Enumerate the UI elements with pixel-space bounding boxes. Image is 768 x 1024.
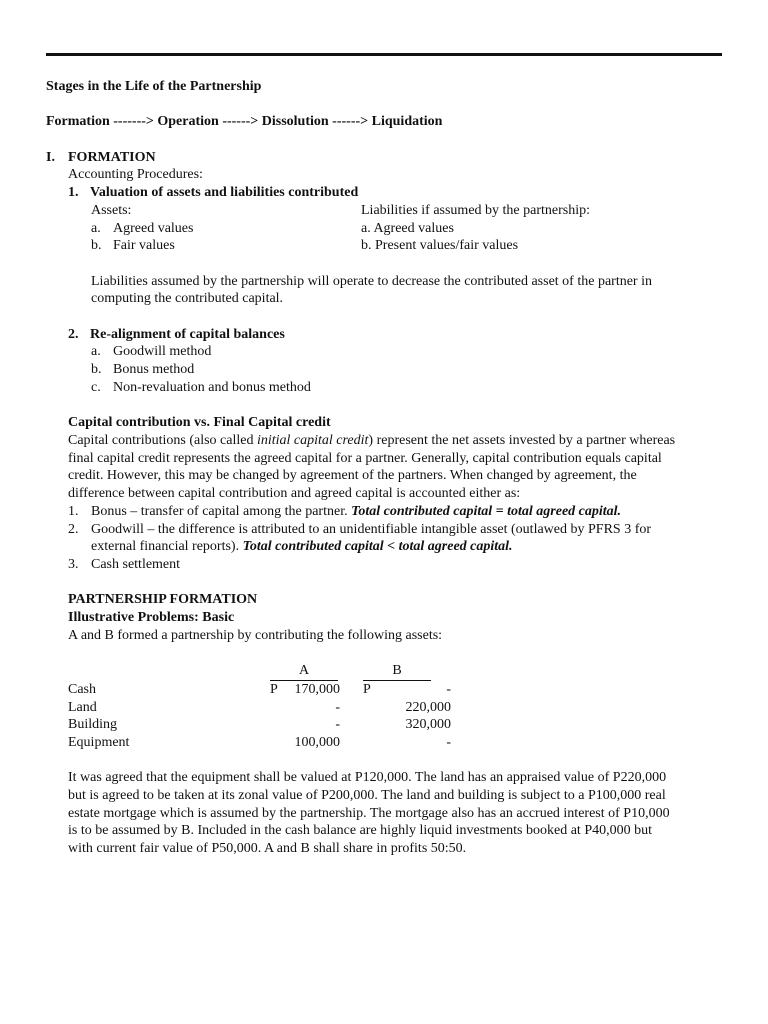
row-a-value: - xyxy=(335,717,340,733)
formation-heading xyxy=(46,149,722,167)
formation-number: I. xyxy=(46,149,55,165)
capital-list-3-text: Cash settlement xyxy=(91,556,181,572)
document-page xyxy=(46,78,722,858)
capital-list-1 xyxy=(46,503,722,521)
col-b-header: B xyxy=(363,662,431,681)
liabilities-para-1: Liabilities assumed by the partnership will operate to decrease the contributed asset of the partner in xyxy=(91,273,652,289)
capital-para-2: final capital credit represents the agreed capital for a partner. Generally, capital contribution equals capital xyxy=(68,450,662,466)
capital-para-3: credit. However, this may be changed by agreement of the partners. When changed by agreement, the xyxy=(68,468,637,484)
stages-title: Stages in the Life of the Partnership xyxy=(46,79,262,94)
assets-a-label: a. xyxy=(91,220,101,236)
capital-list-2-text2: external financial reports). xyxy=(91,539,243,555)
row-b-value: - xyxy=(446,681,451,697)
realign-c xyxy=(46,379,722,397)
realign-b-label: b. xyxy=(91,362,102,378)
row-a-currency xyxy=(270,699,286,717)
capital-list-2 xyxy=(46,521,722,539)
assets-liab-row-3 xyxy=(46,237,722,255)
liabilities-a: a. Agreed values xyxy=(361,220,454,236)
capital-para-1 xyxy=(46,432,722,450)
capital-para-4: difference between capital contribution and agreed capital is accounted either as: xyxy=(68,486,521,502)
table-row xyxy=(68,734,451,752)
table-row xyxy=(68,716,451,734)
row-b-currency xyxy=(363,734,379,752)
capital-list-3-num: 3. xyxy=(68,556,79,572)
capital-heading: Capital contribution vs. Final Capital credit xyxy=(68,415,331,431)
assets-label: Assets: xyxy=(91,202,132,218)
stages-flow: Formation -------> Operation ------> Dissolution ------> Liquidation xyxy=(46,114,443,130)
row-a-currency: P xyxy=(270,681,278,697)
realign-a xyxy=(46,343,722,361)
partnership-intro: A and B formed a partnership by contributing the following assets: xyxy=(68,627,443,643)
row-a-currency xyxy=(270,734,286,752)
realign-b xyxy=(46,361,722,379)
row-b-value: 320,000 xyxy=(405,717,451,733)
realign-b-text: Bonus method xyxy=(113,362,195,378)
liabilities-label: Liabilities if assumed by the partnership: xyxy=(361,202,591,218)
capital-para-1b: ) represent the net assets invested by a partner whereas xyxy=(368,432,676,448)
table-row xyxy=(68,699,451,717)
row-b-currency xyxy=(363,699,379,717)
assets-liab-row-2 xyxy=(46,220,722,238)
item1-heading xyxy=(46,184,722,202)
formation-title: FORMATION xyxy=(68,149,156,165)
row-a-value: - xyxy=(335,699,340,715)
assets-liab-row-1 xyxy=(46,202,722,220)
capital-list-2-num: 2. xyxy=(68,521,79,537)
capital-list-1-bold: Total contributed capital = total agreed capital. xyxy=(351,503,622,519)
problem-para-1: It was agreed that the equipment shall be valued at P120,000. The land has an appraised value of P220,000 xyxy=(68,770,667,786)
assets-table xyxy=(68,662,451,752)
realign-a-label: a. xyxy=(91,344,101,360)
capital-para-1-italic: initial capital credit xyxy=(256,432,369,448)
problem-para-5: with current fair value of P50,000. A and B shall share in profits 50:50. xyxy=(68,841,467,857)
accounting-procedures: Accounting Procedures: xyxy=(68,167,203,183)
table-row xyxy=(68,681,451,699)
row-b-currency: P xyxy=(363,681,371,697)
item2-title: Re-alignment of capital balances xyxy=(90,326,285,342)
col-a-header: A xyxy=(270,662,338,681)
row-label: Land xyxy=(68,699,97,715)
assets-b: Fair values xyxy=(113,238,175,254)
capital-list-3 xyxy=(46,556,722,574)
row-label: Cash xyxy=(68,681,96,697)
row-a-currency xyxy=(270,716,286,734)
realign-a-text: Goodwill method xyxy=(113,344,212,360)
capital-list-1-text: Bonus – transfer of capital among the partner. xyxy=(91,503,352,519)
illustrative-problems: Illustrative Problems: Basic xyxy=(68,610,235,625)
item1-number: 1. xyxy=(68,185,79,201)
assets-a: Agreed values xyxy=(113,220,194,236)
realign-c-label: c. xyxy=(91,379,101,395)
capital-list-2-bold: Total contributed capital < total agreed capital. xyxy=(242,539,513,555)
row-label: Building xyxy=(68,717,118,733)
row-a-value: 100,000 xyxy=(294,734,340,750)
capital-list-2-text: Goodwill – the difference is attributed to an unidentifiable intangible asset (outlawed by PFRS 3 for xyxy=(91,521,652,537)
problem-para-2: but is agreed to be taken at its zonal value of P200,000. The land and building is subject to a P100,000 real xyxy=(68,788,666,803)
item2-heading xyxy=(46,326,722,344)
realign-c-text: Non-revaluation and bonus method xyxy=(113,379,311,395)
top-rule xyxy=(46,53,722,56)
problem-para-4: is to be assumed by B. Included in the cash balance are highly liquid investments booked at P40,000 but xyxy=(68,823,653,839)
capital-para-1a: Capital contributions (also called xyxy=(68,432,257,448)
capital-list-1-num: 1. xyxy=(68,503,79,519)
row-a-value: 170,000 xyxy=(294,681,340,697)
assets-b-label: b. xyxy=(91,238,102,254)
row-b-currency xyxy=(363,716,379,734)
row-b-value: 220,000 xyxy=(405,699,451,715)
liabilities-para-2: computing the contributed capital. xyxy=(91,291,284,307)
item1-title: Valuation of assets and liabilities contributed xyxy=(90,185,359,201)
liabilities-b: b. Present values/fair values xyxy=(361,238,519,254)
row-label: Equipment xyxy=(68,734,130,750)
assets-table-header xyxy=(68,662,451,681)
row-b-value: - xyxy=(446,734,451,750)
capital-list-2b xyxy=(46,538,722,556)
item2-number: 2. xyxy=(68,326,79,342)
problem-para-3: estate mortgage which is assumed by the partnership. The mortgage also has an accrued interest of P10,000 xyxy=(68,805,670,821)
partnership-formation-heading: PARTNERSHIP FORMATION xyxy=(68,592,258,608)
